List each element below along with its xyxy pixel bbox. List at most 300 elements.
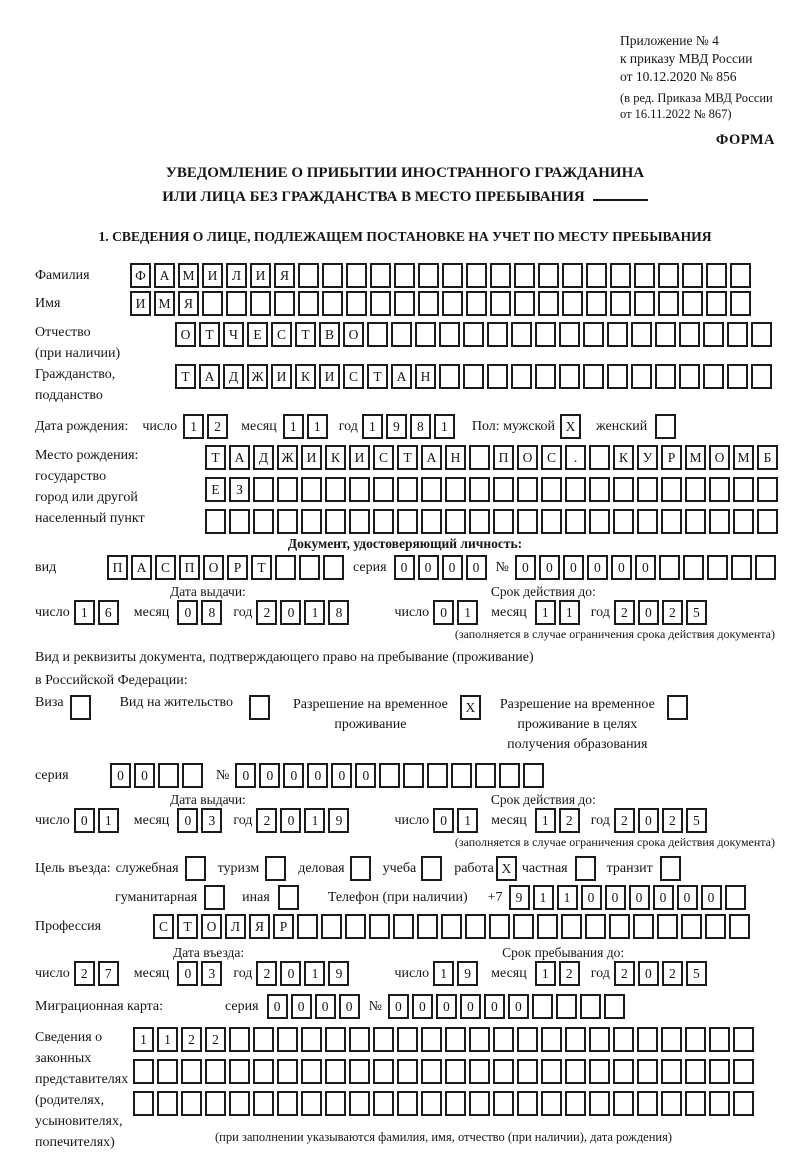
char-box[interactable]: А: [199, 364, 220, 389]
char-box[interactable]: [682, 291, 703, 316]
char-box[interactable]: А: [421, 445, 442, 470]
char-box[interactable]: 0: [442, 555, 463, 580]
char-box[interactable]: [298, 263, 319, 288]
char-box[interactable]: [613, 1027, 634, 1052]
char-box[interactable]: [349, 1027, 370, 1052]
char-box[interactable]: 2: [662, 961, 683, 986]
char-box[interactable]: [379, 763, 400, 788]
char-box[interactable]: [249, 695, 270, 720]
char-box[interactable]: [202, 291, 223, 316]
char-box[interactable]: [631, 322, 652, 347]
char-box[interactable]: [439, 322, 460, 347]
char-box[interactable]: 1: [183, 414, 204, 439]
char-box[interactable]: [322, 291, 343, 316]
char-box[interactable]: [397, 509, 418, 534]
char-box[interactable]: 0: [291, 994, 312, 1019]
char-box[interactable]: 1: [434, 414, 455, 439]
char-box[interactable]: [370, 263, 391, 288]
char-box[interactable]: [511, 364, 532, 389]
char-box[interactable]: [604, 994, 625, 1019]
char-box[interactable]: [397, 1027, 418, 1052]
char-box[interactable]: 2: [207, 414, 228, 439]
char-box[interactable]: [415, 322, 436, 347]
char-box[interactable]: 0: [605, 885, 626, 910]
char-box[interactable]: 0: [418, 555, 439, 580]
char-box[interactable]: 0: [638, 961, 659, 986]
char-box[interactable]: Д: [253, 445, 274, 470]
char-box[interactable]: И: [130, 291, 151, 316]
char-box[interactable]: [157, 1091, 178, 1116]
char-box[interactable]: [523, 763, 544, 788]
char-box[interactable]: [301, 1091, 322, 1116]
char-box[interactable]: [442, 263, 463, 288]
char-box[interactable]: [391, 322, 412, 347]
char-box[interactable]: 2: [662, 600, 683, 625]
char-box[interactable]: [397, 1059, 418, 1084]
char-box[interactable]: [299, 555, 320, 580]
char-box[interactable]: [679, 322, 700, 347]
char-box[interactable]: 0: [110, 763, 131, 788]
char-box[interactable]: [373, 1091, 394, 1116]
char-box[interactable]: [442, 291, 463, 316]
char-box[interactable]: [541, 477, 562, 502]
char-box[interactable]: [661, 1091, 682, 1116]
char-box[interactable]: [325, 1059, 346, 1084]
char-box[interactable]: 1: [304, 961, 325, 986]
char-box[interactable]: Р: [661, 445, 682, 470]
char-box[interactable]: [562, 291, 583, 316]
char-box[interactable]: Е: [205, 477, 226, 502]
char-box[interactable]: [589, 509, 610, 534]
char-box[interactable]: [277, 1027, 298, 1052]
char-box[interactable]: [469, 1059, 490, 1084]
char-box[interactable]: [469, 445, 490, 470]
char-box[interactable]: [325, 477, 346, 502]
char-box[interactable]: Ч: [223, 322, 244, 347]
char-box[interactable]: С: [153, 914, 174, 939]
char-box[interactable]: [322, 263, 343, 288]
char-box[interactable]: [709, 1027, 730, 1052]
char-box[interactable]: [541, 509, 562, 534]
char-box[interactable]: [463, 322, 484, 347]
char-box[interactable]: 0: [587, 555, 608, 580]
char-box[interactable]: [655, 364, 676, 389]
char-box[interactable]: [703, 322, 724, 347]
char-box[interactable]: 0: [177, 600, 198, 625]
char-box[interactable]: 0: [177, 961, 198, 986]
char-box[interactable]: [493, 1027, 514, 1052]
char-box[interactable]: Т: [367, 364, 388, 389]
char-box[interactable]: [463, 364, 484, 389]
char-box[interactable]: 0: [280, 808, 301, 833]
char-box[interactable]: [345, 914, 366, 939]
char-box[interactable]: [660, 856, 681, 881]
char-box[interactable]: [757, 477, 778, 502]
char-box[interactable]: 2: [256, 961, 277, 986]
char-box[interactable]: [559, 364, 580, 389]
char-box[interactable]: [755, 555, 776, 580]
char-box[interactable]: [565, 509, 586, 534]
char-box[interactable]: П: [179, 555, 200, 580]
char-box[interactable]: 2: [559, 961, 580, 986]
char-box[interactable]: [661, 477, 682, 502]
char-box[interactable]: Т: [251, 555, 272, 580]
char-box[interactable]: [703, 364, 724, 389]
char-box[interactable]: 2: [205, 1027, 226, 1052]
char-box[interactable]: [469, 1027, 490, 1052]
char-box[interactable]: [445, 509, 466, 534]
char-box[interactable]: [373, 1027, 394, 1052]
char-box[interactable]: [445, 1027, 466, 1052]
char-box[interactable]: [517, 1091, 538, 1116]
char-box[interactable]: [613, 1059, 634, 1084]
char-box[interactable]: О: [343, 322, 364, 347]
char-box[interactable]: [397, 1091, 418, 1116]
char-box[interactable]: [394, 263, 415, 288]
char-box[interactable]: [733, 1059, 754, 1084]
char-box[interactable]: 0: [638, 600, 659, 625]
char-box[interactable]: [517, 1059, 538, 1084]
char-box[interactable]: [562, 263, 583, 288]
char-box[interactable]: Б: [757, 445, 778, 470]
char-box[interactable]: [325, 509, 346, 534]
char-box[interactable]: А: [154, 263, 175, 288]
char-box[interactable]: [733, 477, 754, 502]
char-box[interactable]: 0: [635, 555, 656, 580]
char-box[interactable]: 0: [563, 555, 584, 580]
char-box[interactable]: С: [541, 445, 562, 470]
char-box[interactable]: 0: [355, 763, 376, 788]
char-box[interactable]: 0: [508, 994, 529, 1019]
char-box[interactable]: [418, 263, 439, 288]
char-box[interactable]: Л: [225, 914, 246, 939]
char-box[interactable]: [725, 885, 746, 910]
char-box[interactable]: [705, 914, 726, 939]
char-box[interactable]: [538, 263, 559, 288]
char-box[interactable]: [421, 477, 442, 502]
char-box[interactable]: [346, 291, 367, 316]
char-box[interactable]: 6: [98, 600, 119, 625]
char-box[interactable]: [301, 477, 322, 502]
char-box[interactable]: [277, 1059, 298, 1084]
char-box[interactable]: [613, 1091, 634, 1116]
char-box[interactable]: 3: [201, 961, 222, 986]
char-box[interactable]: 2: [256, 808, 277, 833]
char-box[interactable]: [253, 1027, 274, 1052]
char-box[interactable]: 2: [614, 961, 635, 986]
char-box[interactable]: [731, 555, 752, 580]
char-box[interactable]: О: [517, 445, 538, 470]
char-box[interactable]: Е: [247, 322, 268, 347]
char-box[interactable]: Т: [199, 322, 220, 347]
char-box[interactable]: [517, 1027, 538, 1052]
char-box[interactable]: [532, 994, 553, 1019]
char-box[interactable]: [487, 364, 508, 389]
char-box[interactable]: 1: [457, 600, 478, 625]
char-box[interactable]: 0: [280, 961, 301, 986]
char-box[interactable]: [514, 291, 535, 316]
char-box[interactable]: [658, 263, 679, 288]
char-box[interactable]: [607, 364, 628, 389]
char-box[interactable]: [733, 1027, 754, 1052]
char-box[interactable]: 5: [686, 808, 707, 833]
char-box[interactable]: [514, 263, 535, 288]
char-box[interactable]: И: [301, 445, 322, 470]
char-box[interactable]: [350, 856, 371, 881]
char-box[interactable]: П: [493, 445, 514, 470]
char-box[interactable]: [709, 1091, 730, 1116]
char-box[interactable]: [685, 509, 706, 534]
char-box[interactable]: М: [733, 445, 754, 470]
char-box[interactable]: Ж: [277, 445, 298, 470]
char-box[interactable]: 1: [557, 885, 578, 910]
char-box[interactable]: [727, 364, 748, 389]
char-box[interactable]: З: [229, 477, 250, 502]
char-box[interactable]: Т: [295, 322, 316, 347]
char-box[interactable]: 2: [662, 808, 683, 833]
char-box[interactable]: [589, 1027, 610, 1052]
char-box[interactable]: [427, 763, 448, 788]
char-box[interactable]: 0: [283, 763, 304, 788]
char-box[interactable]: [370, 291, 391, 316]
char-box[interactable]: [565, 477, 586, 502]
char-box[interactable]: 9: [386, 414, 407, 439]
char-box[interactable]: [205, 1059, 226, 1084]
char-box[interactable]: [325, 1091, 346, 1116]
char-box[interactable]: [580, 994, 601, 1019]
char-box[interactable]: [655, 414, 676, 439]
char-box[interactable]: [181, 1091, 202, 1116]
char-box[interactable]: [277, 509, 298, 534]
char-box[interactable]: [535, 322, 556, 347]
char-box[interactable]: [586, 291, 607, 316]
char-box[interactable]: [475, 763, 496, 788]
char-box[interactable]: [685, 1091, 706, 1116]
char-box[interactable]: [133, 1059, 154, 1084]
char-box[interactable]: [709, 1059, 730, 1084]
char-box[interactable]: [441, 914, 462, 939]
char-box[interactable]: [685, 1059, 706, 1084]
char-box[interactable]: [250, 291, 271, 316]
char-box[interactable]: X: [460, 695, 481, 720]
char-box[interactable]: [589, 445, 610, 470]
char-box[interactable]: 2: [614, 600, 635, 625]
char-box[interactable]: 0: [436, 994, 457, 1019]
char-box[interactable]: [565, 1091, 586, 1116]
char-box[interactable]: [265, 856, 286, 881]
char-box[interactable]: Т: [177, 914, 198, 939]
char-box[interactable]: 0: [581, 885, 602, 910]
char-box[interactable]: 0: [433, 600, 454, 625]
char-box[interactable]: [661, 509, 682, 534]
char-box[interactable]: 2: [614, 808, 635, 833]
char-box[interactable]: 1: [304, 600, 325, 625]
char-box[interactable]: [667, 695, 688, 720]
char-box[interactable]: [493, 1059, 514, 1084]
char-box[interactable]: У: [637, 445, 658, 470]
char-box[interactable]: [541, 1091, 562, 1116]
char-box[interactable]: [301, 509, 322, 534]
char-box[interactable]: 2: [74, 961, 95, 986]
char-box[interactable]: 0: [515, 555, 536, 580]
char-box[interactable]: 0: [629, 885, 650, 910]
char-box[interactable]: [185, 856, 206, 881]
char-box[interactable]: [229, 1091, 250, 1116]
char-box[interactable]: [421, 1091, 442, 1116]
char-box[interactable]: [679, 364, 700, 389]
char-box[interactable]: [297, 914, 318, 939]
char-box[interactable]: О: [203, 555, 224, 580]
char-box[interactable]: [733, 509, 754, 534]
char-box[interactable]: [583, 364, 604, 389]
char-box[interactable]: [421, 856, 442, 881]
char-box[interactable]: [517, 477, 538, 502]
char-box[interactable]: [535, 364, 556, 389]
char-box[interactable]: [757, 509, 778, 534]
char-box[interactable]: [634, 291, 655, 316]
char-box[interactable]: X: [560, 414, 581, 439]
char-box[interactable]: Я: [178, 291, 199, 316]
char-box[interactable]: В: [319, 322, 340, 347]
char-box[interactable]: [565, 1059, 586, 1084]
char-box[interactable]: [610, 263, 631, 288]
char-box[interactable]: 1: [157, 1027, 178, 1052]
char-box[interactable]: 1: [362, 414, 383, 439]
char-box[interactable]: [655, 322, 676, 347]
char-box[interactable]: Н: [445, 445, 466, 470]
char-box[interactable]: [158, 763, 179, 788]
char-box[interactable]: [487, 322, 508, 347]
char-box[interactable]: [346, 263, 367, 288]
char-box[interactable]: 5: [686, 600, 707, 625]
char-box[interactable]: 1: [535, 808, 556, 833]
char-box[interactable]: [706, 291, 727, 316]
char-box[interactable]: А: [131, 555, 152, 580]
char-box[interactable]: [133, 1091, 154, 1116]
char-box[interactable]: С: [343, 364, 364, 389]
char-box[interactable]: [490, 291, 511, 316]
char-box[interactable]: Т: [397, 445, 418, 470]
char-box[interactable]: [657, 914, 678, 939]
char-box[interactable]: 1: [559, 600, 580, 625]
char-box[interactable]: К: [613, 445, 634, 470]
char-box[interactable]: И: [271, 364, 292, 389]
char-box[interactable]: 8: [201, 600, 222, 625]
char-box[interactable]: 0: [259, 763, 280, 788]
char-box[interactable]: И: [349, 445, 370, 470]
char-box[interactable]: [633, 914, 654, 939]
char-box[interactable]: [418, 291, 439, 316]
char-box[interactable]: 9: [328, 961, 349, 986]
char-box[interactable]: 2: [181, 1027, 202, 1052]
char-box[interactable]: [465, 914, 486, 939]
char-box[interactable]: 0: [315, 994, 336, 1019]
char-box[interactable]: 8: [410, 414, 431, 439]
char-box[interactable]: [373, 477, 394, 502]
char-box[interactable]: [637, 1027, 658, 1052]
char-box[interactable]: К: [295, 364, 316, 389]
char-box[interactable]: [277, 1091, 298, 1116]
char-box[interactable]: [661, 1059, 682, 1084]
char-box[interactable]: 1: [98, 808, 119, 833]
char-box[interactable]: [561, 914, 582, 939]
char-box[interactable]: [182, 763, 203, 788]
char-box[interactable]: 0: [412, 994, 433, 1019]
char-box[interactable]: [373, 1059, 394, 1084]
char-box[interactable]: [205, 509, 226, 534]
char-box[interactable]: С: [155, 555, 176, 580]
char-box[interactable]: П: [107, 555, 128, 580]
char-box[interactable]: [490, 263, 511, 288]
char-box[interactable]: 1: [533, 885, 554, 910]
char-box[interactable]: [730, 263, 751, 288]
char-box[interactable]: [659, 555, 680, 580]
char-box[interactable]: [369, 914, 390, 939]
char-box[interactable]: [709, 477, 730, 502]
char-box[interactable]: [685, 477, 706, 502]
char-box[interactable]: [229, 1027, 250, 1052]
char-box[interactable]: 0: [701, 885, 722, 910]
char-box[interactable]: [226, 291, 247, 316]
char-box[interactable]: [613, 477, 634, 502]
char-box[interactable]: [403, 763, 424, 788]
char-box[interactable]: 0: [307, 763, 328, 788]
char-box[interactable]: [541, 1059, 562, 1084]
char-box[interactable]: [489, 914, 510, 939]
char-box[interactable]: [349, 1091, 370, 1116]
char-box[interactable]: 0: [433, 808, 454, 833]
char-box[interactable]: [631, 364, 652, 389]
char-box[interactable]: [575, 856, 596, 881]
char-box[interactable]: Р: [273, 914, 294, 939]
char-box[interactable]: [541, 1027, 562, 1052]
char-box[interactable]: 2: [559, 808, 580, 833]
char-box[interactable]: [451, 763, 472, 788]
char-box[interactable]: [493, 1091, 514, 1116]
char-box[interactable]: И: [319, 364, 340, 389]
char-box[interactable]: Я: [249, 914, 270, 939]
char-box[interactable]: 0: [677, 885, 698, 910]
char-box[interactable]: [157, 1059, 178, 1084]
char-box[interactable]: [349, 477, 370, 502]
char-box[interactable]: [469, 509, 490, 534]
char-box[interactable]: [517, 509, 538, 534]
char-box[interactable]: Р: [227, 555, 248, 580]
char-box[interactable]: 9: [328, 808, 349, 833]
char-box[interactable]: [559, 322, 580, 347]
char-box[interactable]: [751, 364, 772, 389]
char-box[interactable]: [321, 914, 342, 939]
char-box[interactable]: 0: [331, 763, 352, 788]
char-box[interactable]: [277, 477, 298, 502]
char-box[interactable]: [709, 509, 730, 534]
char-box[interactable]: [706, 263, 727, 288]
char-box[interactable]: [274, 291, 295, 316]
char-box[interactable]: 0: [235, 763, 256, 788]
char-box[interactable]: [513, 914, 534, 939]
char-box[interactable]: [445, 1059, 466, 1084]
char-box[interactable]: [681, 914, 702, 939]
char-box[interactable]: [609, 914, 630, 939]
char-box[interactable]: 0: [484, 994, 505, 1019]
char-box[interactable]: С: [271, 322, 292, 347]
char-box[interactable]: [499, 763, 520, 788]
char-box[interactable]: [586, 263, 607, 288]
char-box[interactable]: 0: [280, 600, 301, 625]
char-box[interactable]: А: [229, 445, 250, 470]
char-box[interactable]: 1: [283, 414, 304, 439]
char-box[interactable]: [323, 555, 344, 580]
